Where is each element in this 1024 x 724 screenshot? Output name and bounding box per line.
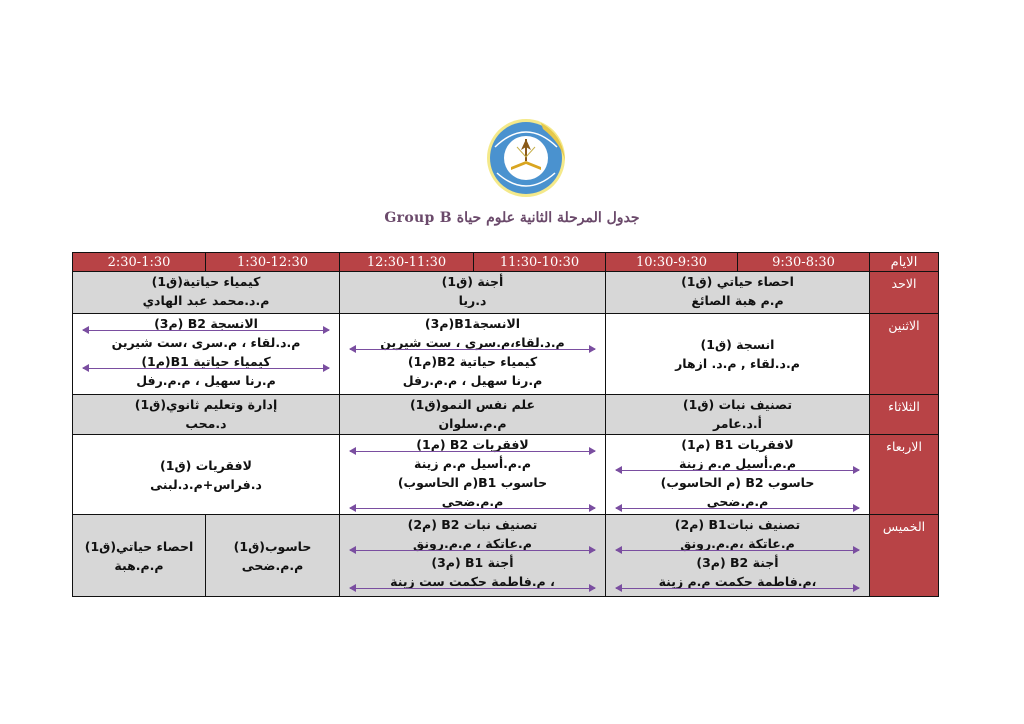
header-row — [73, 253, 939, 272]
course: الانسجةB1(م3) — [424, 316, 521, 332]
cell-thursday-4 — [73, 515, 206, 597]
double-arrow-icon — [616, 470, 859, 471]
row-thursday — [73, 515, 939, 597]
day-monday: الاثنين — [870, 314, 939, 394]
course: لافقريات B2 (م1) — [340, 435, 605, 454]
day-sunday: الاحد — [870, 272, 939, 314]
cell-tuesday-2 — [340, 394, 606, 434]
college-seal-logo — [481, 117, 571, 199]
header-days: الايام — [870, 253, 939, 272]
day-thursday: الخميس — [870, 515, 939, 597]
course: حاسوب B1(م الحاسوب) — [397, 475, 548, 491]
cell-sunday-1 — [606, 272, 870, 314]
double-arrow-icon — [616, 508, 859, 509]
cell-sunday-2 — [340, 272, 606, 314]
cell-tuesday-3 — [73, 394, 340, 434]
double-arrow-icon — [616, 550, 859, 551]
course: لافقريات B1 (م1) — [681, 437, 794, 453]
teacher: م.رنا سهيل ، م.م.رفل — [402, 373, 543, 389]
row-tuesday — [73, 394, 939, 434]
teacher: ،م.فاطمة حكمت م.م زينة — [606, 572, 869, 591]
double-arrow-icon — [83, 330, 329, 331]
teacher: م.عاتكة ، م.م.رونق — [340, 534, 605, 553]
teacher: م.م.أسيل م.م زينة — [413, 456, 531, 472]
double-arrow-icon — [350, 508, 595, 509]
teacher: م.د.لقاء , م.د. ازهار — [675, 356, 800, 372]
double-arrow-icon — [350, 349, 595, 350]
course: أجنة (ق1) — [441, 274, 504, 290]
header-period-2: 10:30-9:30 — [606, 253, 738, 272]
course: الانسجة B2 (م3) — [73, 314, 339, 333]
teacher: أ.د.عامر — [713, 415, 762, 431]
cell-thursday-1 — [606, 515, 870, 597]
cell-wednesday-1 — [606, 435, 870, 515]
row-wednesday — [73, 435, 939, 515]
course: كيمياء حياتية(ق1) — [151, 274, 261, 290]
day-wednesday: الاربعاء — [870, 435, 939, 515]
cell-monday-3 — [73, 314, 340, 394]
teacher: م.د.لقاء،م.سرى ، ست شيرين — [340, 333, 605, 352]
header-period-4: 12:30-11:30 — [340, 253, 474, 272]
teacher: م.د.لقاء ، م.سرى ،ست شيرين — [111, 335, 301, 351]
header-period-6: 2:30-1:30 — [73, 253, 206, 272]
course: حاسوب(ق1) — [233, 538, 312, 554]
cell-monday-2 — [340, 314, 606, 394]
teacher: ، م.فاطمة حكمت ست زينة — [340, 572, 605, 591]
course: تصنيف نبات (ق1) — [682, 396, 793, 412]
course: أجنة B1 (م3) — [431, 555, 514, 571]
teacher: د.محب — [185, 415, 227, 431]
header-period-3: 11:30-10:30 — [474, 253, 606, 272]
day-tuesday: الثلاثاء — [870, 394, 939, 434]
double-arrow-icon — [350, 588, 595, 589]
teacher: م.عاتكة ،م.م.رونق — [606, 534, 869, 553]
course: انسجة (ق1) — [700, 337, 775, 353]
double-arrow-icon — [350, 451, 595, 452]
cell-thursday-3 — [206, 515, 340, 597]
teacher: د.فراس+م.د.لبنى — [150, 476, 262, 492]
cell-tuesday-1 — [606, 394, 870, 434]
row-monday — [73, 314, 939, 394]
teacher: م.رنا سهيل ، م.م.رفل — [136, 373, 276, 389]
course: علم نفس النمو(ق1) — [409, 396, 536, 412]
teacher: م.م هبة الصائغ — [691, 293, 784, 309]
header-period-1: 9:30-8:30 — [738, 253, 870, 272]
header-period-5: 1:30-12:30 — [206, 253, 340, 272]
row-sunday — [73, 272, 939, 314]
cell-monday-1 — [606, 314, 870, 394]
course: تصنيف نبات B2 (م2) — [407, 517, 538, 533]
teacher: م.م.ضحى — [606, 492, 869, 511]
cell-wednesday-3 — [73, 435, 340, 515]
teacher: م.م.أسيل م.م زينة — [606, 454, 869, 473]
course: أجنة B2 (م3) — [696, 555, 779, 571]
course: إدارة وتعليم ثانوي(ق1) — [134, 396, 278, 412]
cell-wednesday-2 — [340, 435, 606, 515]
course: حاسوب B2 (م الحاسوب) — [660, 475, 815, 491]
double-arrow-icon — [616, 588, 859, 589]
teacher: د.ريا — [458, 293, 487, 309]
course: احصاء حياتي(ق1) — [84, 538, 194, 554]
cell-sunday-3 — [73, 272, 340, 314]
double-arrow-icon — [350, 550, 595, 551]
course: كيمياء حياتية B2(م1) — [407, 354, 538, 370]
course: كيمياء حياتية B1(م1) — [73, 352, 339, 371]
page-title: جدول المرحلة الثانية علوم حياة Group B — [384, 210, 640, 226]
course: احصاء حياتي (ق1) — [681, 274, 794, 290]
double-arrow-icon — [83, 368, 329, 369]
teacher: م.م.ضحى — [340, 492, 605, 511]
teacher: م.د.محمد عبد الهادي — [142, 293, 270, 309]
schedule-table — [72, 252, 939, 597]
cell-thursday-2 — [340, 515, 606, 597]
teacher: م.م.ضحى — [241, 557, 304, 573]
teacher: م.م.هبة — [114, 557, 164, 573]
teacher: م.م.سلوان — [438, 415, 507, 431]
course: لافقريات (ق1) — [160, 457, 252, 473]
course: تصنيف نباتB1 (م2) — [674, 517, 801, 533]
